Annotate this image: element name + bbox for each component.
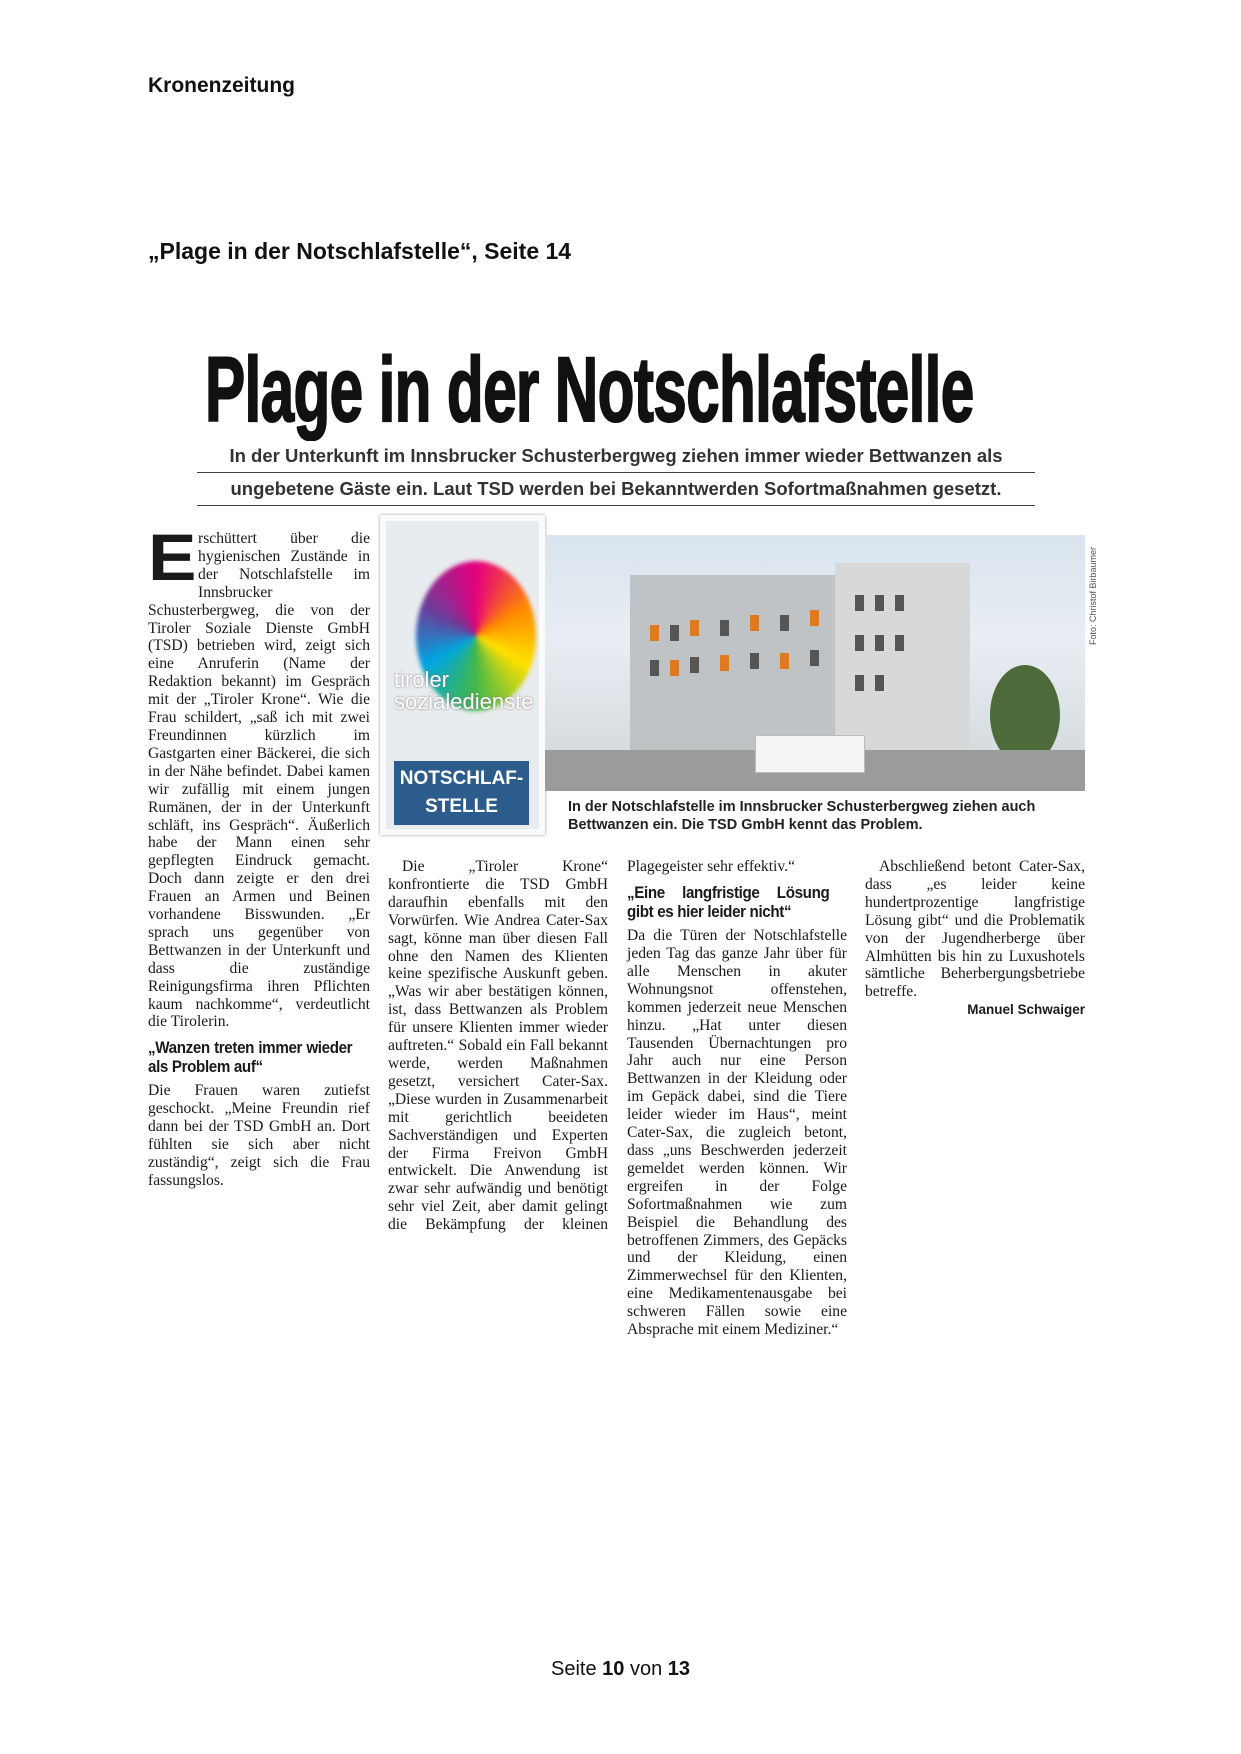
column-4	[865, 858, 1085, 1019]
publication-name: Kronenzeitung	[148, 74, 295, 97]
footer-label: Seite	[550, 1658, 603, 1680]
drop-cap: E	[148, 520, 197, 594]
paragraph: Die „Tiroler Krone“ konfrontierte die TSD GmbH daraufhin ebenfalls mit den Vorwürfen. Wie Andrea Cater-Sax sagt, könne man über diesen Fall ohne den Namen des Klienten keine spezifische Auskunft geben. „Was wir aber bestätigen können, ist, dass Bettwanzen als Problem für unsere Klienten immer wieder auftreten.“ Sobald ein Fall bekannt werde, werden Maßnahmen gesetzt, versichert Cater-Sax. „Diese wurden in Zusammenarbeit mit gerichtlich beeideten Sachverständigen und Experten der Firma Freivon GmbH entwickelt. Die Anwendung ist zwar sehr aufwändig und benötigt sehr viel Zeit, aber damit gelingt die Bekämpfung der kleinen	[388, 858, 608, 1233]
deck-line: ungebetene Gäste ein. Laut TSD werden bei Bekanntwerden Sofortmaßnahmen gesetzt.	[197, 473, 1035, 506]
total-pages: 13	[667, 1658, 690, 1680]
paragraph: Da die Türen der Notschlafstelle jeden Tag das ganze Jahr über für alle Menschen in akuter Wohnungsnot offenstehen, kommen jederzeit neue Menschen hinzu. „Hat unter diesen Tausenden Übernachtungen pro Jahr auch nur eine Person Bettwanzen in der Kleidung oder im Gepäck dabei, sind die Tiere leider wieder im Haus“, meint Cater-Sax, die zugleich betont, dass „uns Beschwerden jederzeit gemeldet werden können. Wir ergreifen in der Folge Sofortmaßnahmen wie zum Beispiel die Behandlung des betroffenen Zimmers, des Gepäcks und der Kleidung, einen Zimmerwechsel für den Klienten, eine Medikamentenausgabe bei schweren Fällen sowie eine Absprache mit einem Mediziner.“	[627, 927, 847, 1339]
footer-label: von	[624, 1658, 668, 1680]
photo-caption: In der Notschlafstelle im Innsbrucker Schusterbergweg ziehen auch Bettwanzen ein. Die TSD GmbH kennt das Problem.	[568, 799, 1036, 833]
sign-photo	[380, 515, 545, 835]
photo-credit: Foto: Christof Birbaumer	[1088, 546, 1098, 645]
subheading: „Eine langfristige Lösung gibt es hier leider nicht“	[627, 884, 830, 922]
column-3	[627, 858, 847, 1339]
column-2	[388, 858, 608, 1233]
deck-line: In der Unterkunft im Innsbrucker Schusterbergweg ziehen immer wieder Bettwanzen als	[197, 440, 1035, 473]
current-page: 10	[602, 1658, 625, 1680]
article-reference: „Plage in der Notschlafstelle“, Seite 14	[148, 238, 572, 264]
headline-text: Plage in der Notschlafstelle	[205, 339, 974, 441]
column-1	[148, 520, 370, 1190]
sign-logo-line: tiroler	[394, 667, 450, 692]
sign-logo	[394, 669, 533, 713]
deck	[197, 440, 1035, 506]
page-footer	[0, 1658, 1241, 1681]
paragraph-continued-text: Plagegeister sehr effektiv.“	[627, 858, 795, 876]
building-photo	[545, 535, 1085, 791]
van	[755, 735, 865, 773]
paragraph: Abschließend betont Cater-Sax, dass „es leider keine hundertprozentige langfristige Lösung gibt“ und die Problematik von der Jugendherberge über Almhütten bis hin zu Luxushotels sämtliche Beherbergungsbetriebe betreffe.	[865, 858, 1085, 1001]
sign-plate-line: NOTSCHLAF-	[399, 768, 524, 789]
author: Manuel Schwaiger	[967, 1002, 1085, 1018]
headline	[205, 339, 1025, 441]
sign-logo-line: sozialedienste	[394, 689, 534, 714]
sign-plate-line: STELLE	[425, 796, 498, 817]
sign-plate	[394, 761, 529, 825]
building-wing	[835, 563, 970, 753]
paragraph: rschüttert über die hygienischen Zustände in der Notschlafstelle im Innsbrucker Schusterbergweg, die von der Tiroler Soziale Dienste GmbH (TSD) betrieben wird, zeigt sich eine Anruferin (Name der Redaktion bekannt) im Gespräch mit der „Tiroler Krone“. Wie die Frau schildert, „saß ich mit zwei Freundinnen kürzlich im Gastgarten einer Bäckerei, die sich in der Nähe befindet. Dabei kamen wir zufällig mit einem jungen Rumänen, der in der Unterkunft schläft, ins Gespräch“. Äußerlich habe der Mann einen sehr gepflegten Eindruck gemacht. Doch dann zeigte er den drei Frauen an Armen und Beinen vorhandene Bisswunden. „Er sprach uns gegenüber von Bettwanzen in der Unterkunft und dass die zuständige Reinigungsfirma ihren Pflichten kaum nachkomme“, verdeutlicht die Tirolerin.	[148, 530, 370, 1031]
paragraph: Die Frauen waren zutiefst geschockt. „Meine Freundin rief dann bei der TSD GmbH an. Dort fühlten sie sich aber nicht zuständig“, zeigt sich die Frau fassungslos.	[148, 1082, 370, 1189]
subheading: „Wanzen treten immer wieder als Problem auf“	[148, 1039, 353, 1077]
paragraph-continued	[627, 858, 847, 876]
